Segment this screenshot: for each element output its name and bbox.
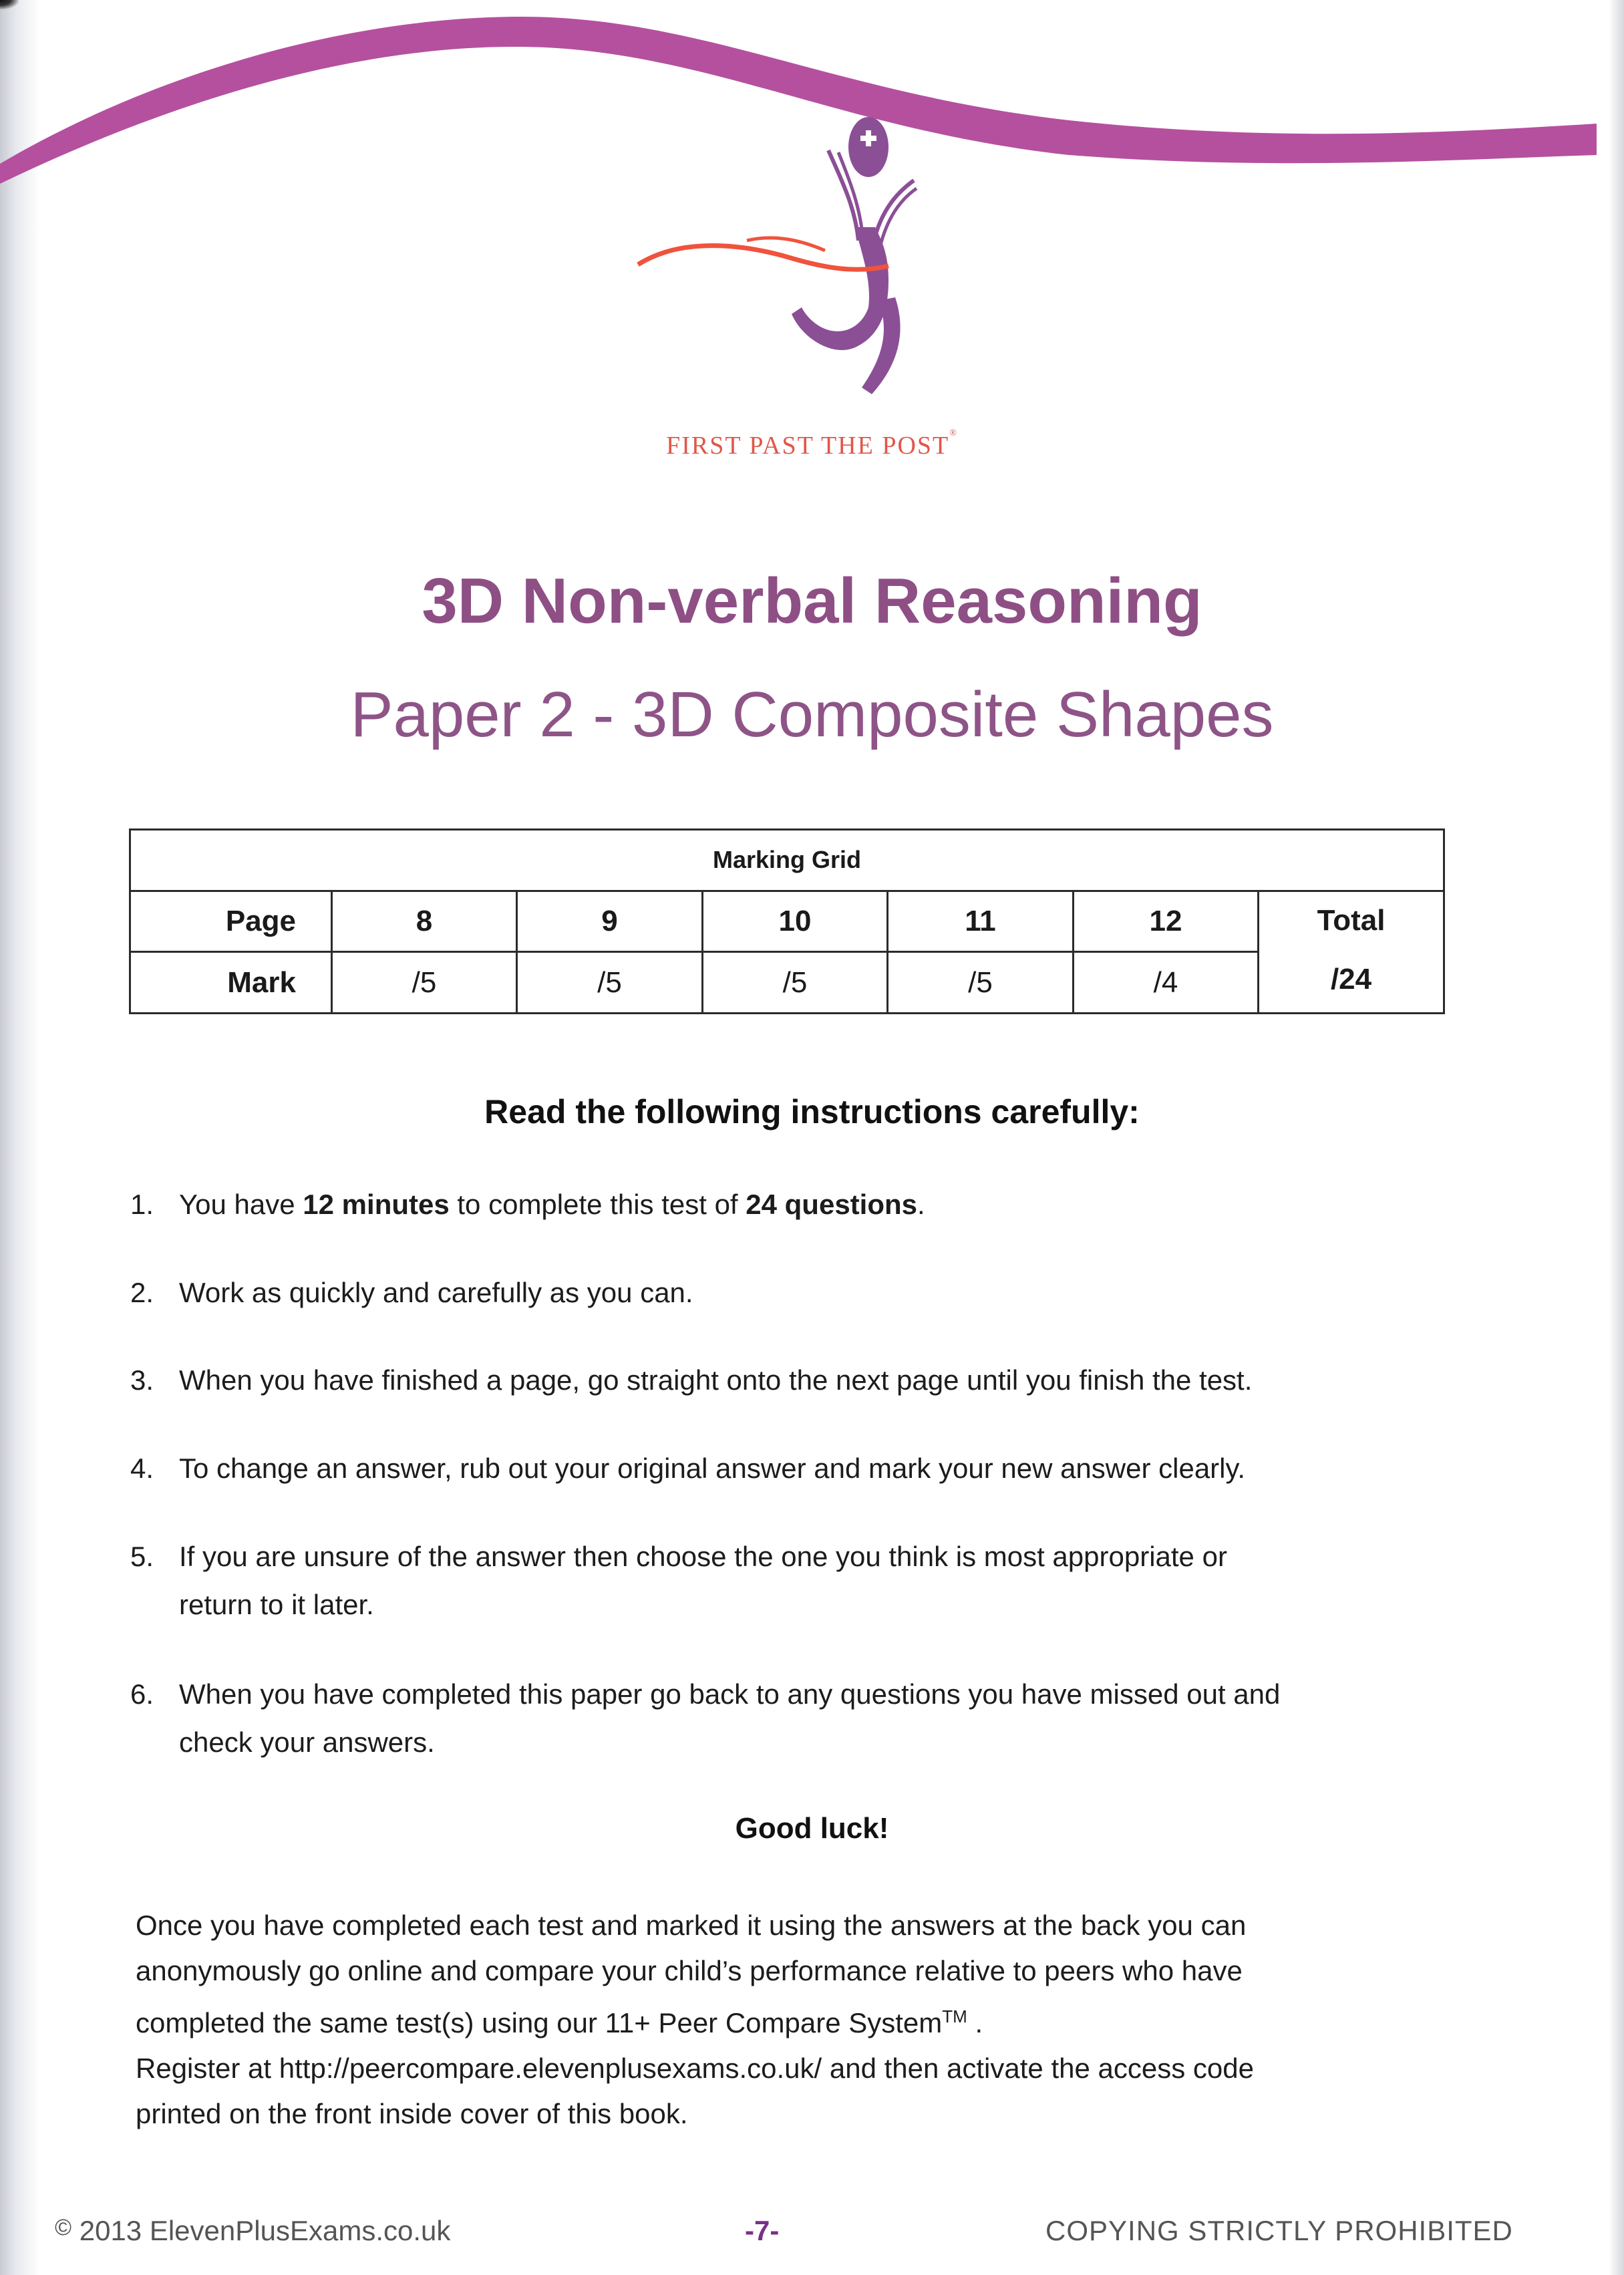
question-count: 24 questions <box>746 1189 918 1220</box>
page-subtitle: Paper 2 - 3D Composite Shapes <box>350 679 1274 750</box>
instruction-text: You have 12 minutes to complete this test of 24 questions. <box>179 1189 925 1220</box>
page-footer <box>0 2215 1624 2255</box>
first-past-the-post-logo-icon <box>575 107 935 414</box>
grid-total-cell[interactable] <box>1259 891 1444 1013</box>
instructions-heading: Read the following instructions carefully: <box>484 1093 1140 1130</box>
instruction-number: 4. <box>130 1453 154 1484</box>
instruction-text: When you have completed this paper go back to any questions you have missed out and check your answers. <box>179 1678 1281 1758</box>
grid-mark-cell[interactable]: /4 <box>1074 952 1259 1014</box>
grid-page-cell: 12 <box>1074 891 1259 952</box>
instruction-text: When you have finished a page, go straight onto the next page until you finish the test. <box>179 1364 1253 1396</box>
total-value: /24 <box>1330 962 1372 996</box>
grid-page-cell: 9 <box>517 891 703 952</box>
peer-compare-url-link[interactable]: http://peercompare.elevenplusexams.co.uk/ <box>279 2053 822 2084</box>
grid-mark-cell[interactable]: /5 <box>703 952 888 1014</box>
time-limit: 12 minutes <box>303 1189 450 1220</box>
instruction-text: Work as quickly and carefully as you can. <box>179 1277 693 1308</box>
grid-page-cell: 8 <box>332 891 517 952</box>
marking-grid-caption: Marking Grid <box>130 830 1444 891</box>
marking-grid-table <box>129 828 1445 1014</box>
trademark-mark: TM <box>942 2006 967 2026</box>
brand-name-text: FIRST PAST THE POST <box>666 432 950 460</box>
grid-mark-cell[interactable]: /5 <box>332 952 517 1014</box>
good-luck-text: Good luck! <box>735 1812 889 1845</box>
instruction-number: 3. <box>130 1364 154 1396</box>
instruction-text: If you are unsure of the answer then choose the one you think is most appropriate or return to it later. <box>179 1541 1227 1620</box>
instruction-text: To change an answer, rub out your original answer and mark your new answer clearly. <box>179 1453 1246 1484</box>
page-edge-shadow-left <box>0 0 40 2275</box>
grid-page-cell: 10 <box>703 891 888 952</box>
total-label: Total <box>1317 903 1386 937</box>
footer-copyright: © 2013 ElevenPlusExams.co.uk <box>55 2215 451 2246</box>
copyright-notice: COPYING STRICTLY PROHIBITED <box>1045 2215 1513 2246</box>
grid-page-cell: 11 <box>888 891 1074 952</box>
peer-compare-paragraph: Once you have completed each test and marked it using the answers at the back you can anonymously go online and compare your child’s performance relative to peers who have completed the same test(s) using our 11+ Peer Compare System™ . Register at http://peercompare.elevenplusexams.co.uk/ and then activate the access code printed on the front inside cover of this book. <box>136 1910 1254 2129</box>
brand-name <box>0 428 1624 460</box>
instruction-number: 2. <box>130 1277 154 1308</box>
page-number: -7- <box>745 2215 780 2246</box>
instruction-number: 6. <box>130 1678 154 1710</box>
mark-row-label: Mark <box>130 952 332 1014</box>
page-title: 3D Non-verbal Reasoning <box>422 565 1202 637</box>
copyright-icon: © <box>55 2215 72 2240</box>
grid-mark-cell[interactable]: /5 <box>517 952 703 1014</box>
instruction-number: 5. <box>130 1541 154 1572</box>
page-edge-shadow-right <box>1609 0 1624 2275</box>
page-row-label: Page <box>130 891 332 952</box>
registered-mark: ® <box>949 428 958 438</box>
instruction-number: 1. <box>130 1189 154 1220</box>
grid-mark-cell[interactable]: /5 <box>888 952 1074 1014</box>
